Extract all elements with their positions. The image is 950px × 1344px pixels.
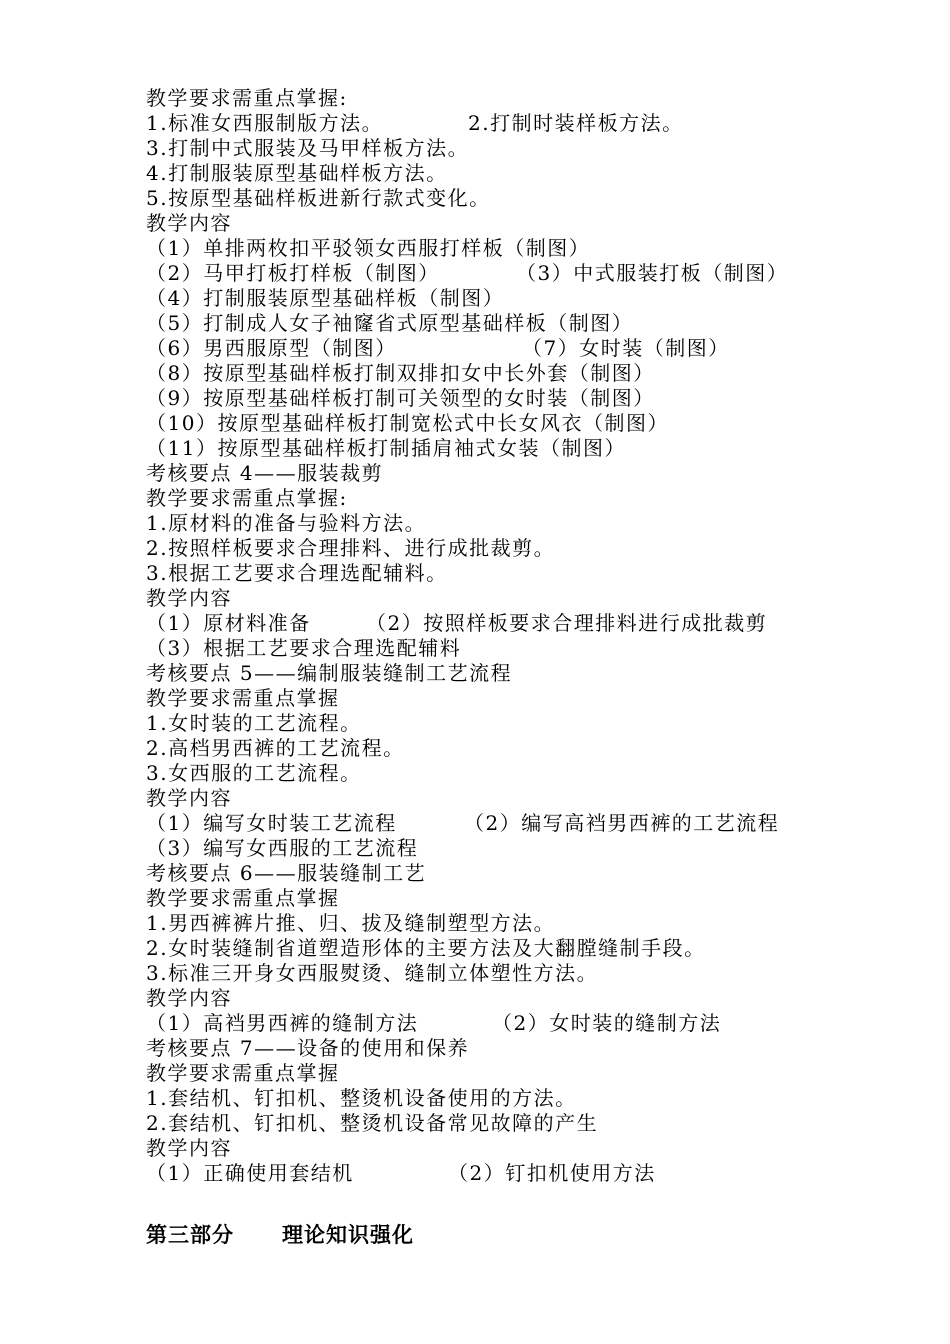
content-line: （8）按原型基础样板打制双排扣女中长外套（制图） [146, 361, 655, 385]
assessment-point-6 [146, 861, 846, 1036]
requirement-line: 5.按原型基础样板进新行款式变化。 [146, 186, 491, 210]
assessment-point-title: 考核要点 5——编制服装缝制工艺流程 [146, 661, 513, 685]
content-title: 教学内容 [146, 986, 232, 1010]
content-line: （2）马甲打板打样板（制图） （3）中式服装打板（制图） [146, 261, 789, 285]
assessment-point-title: 考核要点 7——设备的使用和保养 [146, 1036, 470, 1060]
requirement-line: 1.套结机、钉扣机、整烫机设备使用的方法。 [146, 1086, 577, 1110]
content-title: 教学内容 [146, 786, 232, 810]
content-line: （11）按原型基础样板打制插肩袖式女装（制图） [146, 436, 626, 460]
requirement-title: 教学要求需重点掌握: [146, 86, 348, 110]
requirement-line: 1.男西裤裤片推、归、拔及缝制塑型方法。 [146, 911, 556, 935]
requirement-line: 3.女西服的工艺流程。 [146, 761, 362, 785]
requirement-title: 教学要求需重点掌握: [146, 486, 348, 510]
requirement-line: 3.打制中式服装及马甲样板方法。 [146, 136, 470, 160]
content-line: （9）按原型基础样板打制可关领型的女时装（制图） [146, 386, 655, 410]
content-line: （6）男西服原型（制图） （7）女时装（制图） [146, 336, 730, 360]
content-line: （1）编写女时装工艺流程 （2）编写高裆男西裤的工艺流程 [146, 811, 780, 835]
content-title: 教学内容 [146, 586, 232, 610]
content-line: （1）单排两枚扣平驳领女西服打样板（制图） [146, 236, 591, 260]
assessment-point-title: 考核要点 6——服装缝制工艺 [146, 861, 427, 885]
requirement-line: 1.女时装的工艺流程。 [146, 711, 362, 735]
assessment-point-7 [146, 1036, 846, 1186]
content-line: （10）按原型基础样板打制宽松式中长女风衣（制图） [146, 411, 669, 435]
section-3-continued [146, 86, 846, 461]
assessment-point-4 [146, 461, 846, 661]
requirement-line: 2.女时装缝制省道塑造形体的主要方法及大翻膛缝制手段。 [146, 936, 706, 960]
requirement-line: 1.标准女西服制版方法。 2.打制时装样板方法。 [146, 111, 684, 135]
content-line: （1）高裆男西裤的缝制方法 （2）女时装的缝制方法 [146, 1011, 722, 1035]
content-line: （4）打制服装原型基础样板（制图） [146, 286, 505, 310]
content-title: 教学内容 [146, 211, 232, 235]
content-line: （1）原材料准备 （2）按照样板要求合理排料进行成批裁剪 [146, 611, 768, 635]
requirement-line: 3.根据工艺要求合理选配辅料。 [146, 561, 448, 585]
assessment-point-5 [146, 661, 846, 861]
requirement-line: 1.原材料的准备与验料方法。 [146, 511, 427, 535]
requirement-line: 2.套结机、钉扣机、整烫机设备常见故障的产生 [146, 1111, 599, 1135]
requirement-title: 教学要求需重点掌握 [146, 886, 340, 910]
part-heading-title: 理论知识强化 [282, 1223, 414, 1247]
requirement-line: 2.高档男西裤的工艺流程。 [146, 736, 405, 760]
requirement-line: 3.标准三开身女西服熨烫、缝制立体塑性方法。 [146, 961, 599, 985]
document-body [146, 86, 846, 1249]
part-heading [146, 1221, 846, 1249]
content-line: （1）正确使用套结机 （2）钉扣机使用方法 [146, 1161, 656, 1185]
content-line: （3）根据工艺要求合理选配辅料 [146, 636, 462, 660]
content-line: （5）打制成人女子袖窿省式原型基础样板（制图） [146, 311, 634, 335]
content-line: （3）编写女西服的工艺流程 [146, 836, 419, 860]
requirement-line: 4.打制服装原型基础样板方法。 [146, 161, 448, 185]
content-title: 教学内容 [146, 1136, 232, 1160]
requirement-title: 教学要求需重点掌握 [146, 1061, 340, 1085]
requirement-title: 教学要求需重点掌握 [146, 686, 340, 710]
requirement-line: 2.按照样板要求合理排料、进行成批裁剪。 [146, 536, 556, 560]
assessment-point-title: 考核要点 4——服装裁剪 [146, 461, 384, 485]
part-heading-label: 第三部分 [146, 1223, 234, 1247]
